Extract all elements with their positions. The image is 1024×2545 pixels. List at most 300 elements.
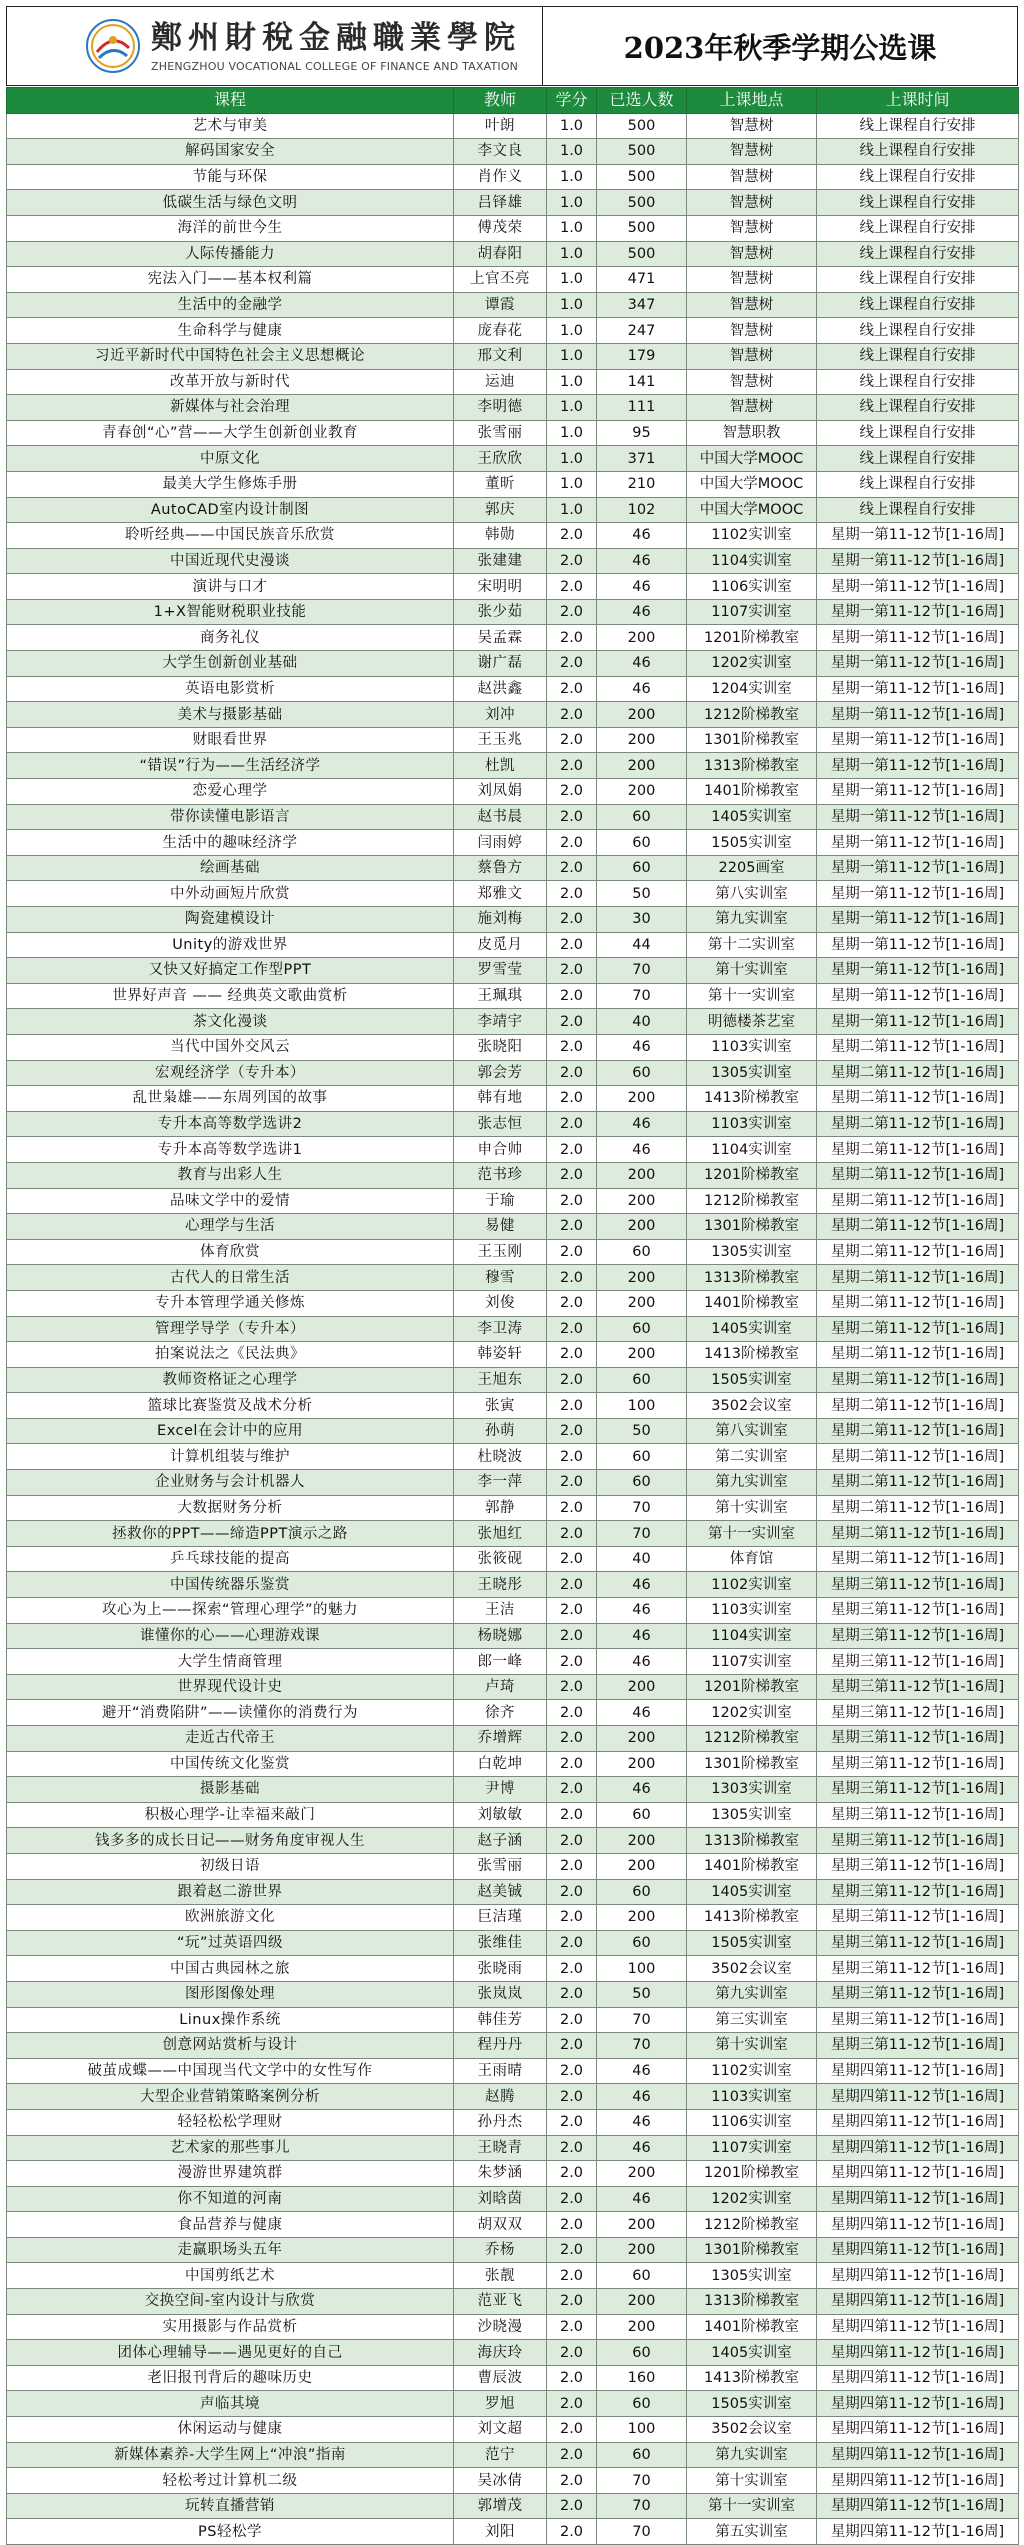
enrolled-count-cell: 60: [597, 1239, 687, 1265]
column-header-enrolled: 已选人数: [597, 88, 687, 114]
enrolled-count-cell: 200: [597, 1188, 687, 1214]
time-cell: 线上课程自行安排: [817, 113, 1019, 139]
course-name-cell: 中国古典园林之旅: [7, 1956, 454, 1982]
teacher-cell: 李靖宇: [454, 1009, 547, 1035]
time-cell: 星期一第11-12节[1-16周]: [817, 804, 1019, 830]
time-cell: 星期四第11-12节[1-16周]: [817, 2519, 1019, 2545]
time-cell: 星期三第11-12节[1-16周]: [817, 1700, 1019, 1726]
table-row: [7, 139, 1019, 165]
time-cell: 线上课程自行安排: [817, 420, 1019, 446]
location-cell: 1212阶梯教室: [687, 702, 817, 728]
location-cell: 1505实训室: [687, 830, 817, 856]
location-cell: 1413阶梯教室: [687, 1342, 817, 1368]
credit-cell: 2.0: [547, 1956, 597, 1982]
time-cell: 线上课程自行安排: [817, 369, 1019, 395]
credit-cell: 2.0: [547, 651, 597, 677]
table-row: [7, 1060, 1019, 1086]
course-name-cell: 大学生情商管理: [7, 1649, 454, 1675]
course-name-cell: 团体心理辅导——遇见更好的自己: [7, 2340, 454, 2366]
teacher-cell: 叶朗: [454, 113, 547, 139]
time-cell: 星期四第11-12节[1-16周]: [817, 2340, 1019, 2366]
course-name-cell: 绘画基础: [7, 855, 454, 881]
table-row: [7, 2365, 1019, 2391]
teacher-cell: 赵美铖: [454, 1879, 547, 1905]
table-row: [7, 1828, 1019, 1854]
enrolled-count-cell: 70: [597, 1521, 687, 1547]
column-header-teacher: 教师: [454, 88, 547, 114]
enrolled-count-cell: 500: [597, 139, 687, 165]
teacher-cell: 张雪丽: [454, 420, 547, 446]
table-row: [7, 1623, 1019, 1649]
table-row: [7, 1367, 1019, 1393]
location-cell: 智慧树: [687, 267, 817, 293]
table-row: [7, 2186, 1019, 2212]
time-cell: 星期四第11-12节[1-16周]: [817, 2314, 1019, 2340]
enrolled-count-cell: 60: [597, 1470, 687, 1496]
table-row: [7, 907, 1019, 933]
course-name-cell: 生命科学与健康: [7, 318, 454, 344]
time-cell: 星期三第11-12节[1-16周]: [817, 1905, 1019, 1931]
location-cell: 1505实训室: [687, 1930, 817, 1956]
column-header-credit: 学分: [547, 88, 597, 114]
credit-cell: 2.0: [547, 1162, 597, 1188]
course-name-cell: 改革开放与新时代: [7, 369, 454, 395]
table-row: [7, 1649, 1019, 1675]
teacher-cell: 杜凯: [454, 753, 547, 779]
teacher-cell: 刘俊: [454, 1290, 547, 1316]
location-cell: 1106实训室: [687, 2109, 817, 2135]
credit-cell: 2.0: [547, 1290, 597, 1316]
enrolled-count-cell: 40: [597, 1009, 687, 1035]
enrolled-count-cell: 471: [597, 267, 687, 293]
location-cell: 智慧树: [687, 241, 817, 267]
time-cell: 星期二第11-12节[1-16周]: [817, 1521, 1019, 1547]
table-row: [7, 523, 1019, 549]
time-cell: 星期四第11-12节[1-16周]: [817, 2468, 1019, 2494]
credit-cell: 2.0: [547, 1009, 597, 1035]
time-cell: 星期二第11-12节[1-16周]: [817, 1060, 1019, 1086]
location-cell: 第八实训室: [687, 1418, 817, 1444]
enrolled-count-cell: 60: [597, 1367, 687, 1393]
course-name-cell: 又快又好搞定工作型PPT: [7, 958, 454, 984]
time-cell: 星期四第11-12节[1-16周]: [817, 2109, 1019, 2135]
time-cell: 星期三第11-12节[1-16周]: [817, 1572, 1019, 1598]
time-cell: 星期一第11-12节[1-16周]: [817, 779, 1019, 805]
table-row: [7, 1751, 1019, 1777]
enrolled-count-cell: 46: [597, 2186, 687, 2212]
credit-cell: 2.0: [547, 779, 597, 805]
teacher-cell: 郭会芳: [454, 1060, 547, 1086]
course-name-cell: 玩转直播营销: [7, 2493, 454, 2519]
teacher-cell: 张筱砚: [454, 1546, 547, 1572]
teacher-cell: 胡双双: [454, 2212, 547, 2238]
table-row: [7, 1905, 1019, 1931]
location-cell: 1305实训室: [687, 1239, 817, 1265]
location-cell: 智慧树: [687, 343, 817, 369]
enrolled-count-cell: 200: [597, 2314, 687, 2340]
school-logo-cell: [7, 7, 543, 85]
table-row: [7, 1418, 1019, 1444]
course-name-cell: 新媒体与社会治理: [7, 395, 454, 421]
credit-cell: 2.0: [547, 881, 597, 907]
enrolled-count-cell: 46: [597, 1034, 687, 1060]
time-cell: 线上课程自行安排: [817, 318, 1019, 344]
teacher-cell: 孙丹杰: [454, 2109, 547, 2135]
credit-cell: 2.0: [547, 2135, 597, 2161]
school-name-cn: 鄭州財稅金融職業學院: [151, 19, 521, 56]
location-cell: 1413阶梯教室: [687, 2365, 817, 2391]
table-row: [7, 1162, 1019, 1188]
credit-cell: 2.0: [547, 907, 597, 933]
course-name-cell: Unity的游戏世界: [7, 932, 454, 958]
credit-cell: 2.0: [547, 1316, 597, 1342]
teacher-cell: 王晓青: [454, 2135, 547, 2161]
location-cell: 1201阶梯教室: [687, 2161, 817, 2187]
table-row: [7, 1879, 1019, 1905]
course-name-cell: 钱多多的成长日记——财务角度审视人生: [7, 1828, 454, 1854]
table-row: [7, 881, 1019, 907]
table-row: [7, 1239, 1019, 1265]
enrolled-count-cell: 60: [597, 804, 687, 830]
location-cell: 第十实训室: [687, 2468, 817, 2494]
time-cell: 星期四第11-12节[1-16周]: [817, 2058, 1019, 2084]
location-cell: 1313阶梯教室: [687, 2289, 817, 2315]
table-row: [7, 1726, 1019, 1752]
enrolled-count-cell: 100: [597, 2417, 687, 2443]
time-cell: 星期二第11-12节[1-16周]: [817, 1137, 1019, 1163]
course-name-cell: 茶文化漫谈: [7, 1009, 454, 1035]
enrolled-count-cell: 60: [597, 855, 687, 881]
time-cell: 星期三第11-12节[1-16周]: [817, 1623, 1019, 1649]
credit-cell: 2.0: [547, 1111, 597, 1137]
table-row: [7, 446, 1019, 472]
credit-cell: 2.0: [547, 804, 597, 830]
teacher-cell: 郑雅文: [454, 881, 547, 907]
location-cell: 智慧树: [687, 369, 817, 395]
location-cell: 智慧树: [687, 164, 817, 190]
time-cell: 星期三第11-12节[1-16周]: [817, 2007, 1019, 2033]
time-cell: 星期一第11-12节[1-16周]: [817, 881, 1019, 907]
table-row: [7, 1470, 1019, 1496]
credit-cell: 2.0: [547, 1828, 597, 1854]
table-row: [7, 1853, 1019, 1879]
teacher-cell: 施刘梅: [454, 907, 547, 933]
course-name-cell: 乱世枭雄——东周列国的故事: [7, 1086, 454, 1112]
enrolled-count-cell: 70: [597, 958, 687, 984]
time-cell: 星期一第11-12节[1-16周]: [817, 753, 1019, 779]
enrolled-count-cell: 30: [597, 907, 687, 933]
credit-cell: 2.0: [547, 2314, 597, 2340]
teacher-cell: 张旭红: [454, 1521, 547, 1547]
course-table-body: [7, 113, 1019, 2544]
time-cell: 星期三第11-12节[1-16周]: [817, 1751, 1019, 1777]
enrolled-count-cell: 200: [597, 727, 687, 753]
credit-cell: 2.0: [547, 2186, 597, 2212]
course-name-cell: 美术与摄影基础: [7, 702, 454, 728]
location-cell: 第十一实训室: [687, 2493, 817, 2519]
table-row: [7, 1290, 1019, 1316]
course-name-cell: 低碳生活与绿色文明: [7, 190, 454, 216]
time-cell: 星期一第11-12节[1-16周]: [817, 727, 1019, 753]
table-row: [7, 983, 1019, 1009]
credit-cell: 2.0: [547, 727, 597, 753]
location-cell: 1313阶梯教室: [687, 1265, 817, 1291]
teacher-cell: 张岚岚: [454, 1981, 547, 2007]
credit-cell: 2.0: [547, 1137, 597, 1163]
location-cell: 1301阶梯教室: [687, 727, 817, 753]
credit-cell: 2.0: [547, 1572, 597, 1598]
credit-cell: 2.0: [547, 1930, 597, 1956]
time-cell: 星期四第11-12节[1-16周]: [817, 2365, 1019, 2391]
time-cell: 星期一第11-12节[1-16周]: [817, 625, 1019, 651]
enrolled-count-cell: 347: [597, 292, 687, 318]
location-cell: 智慧树: [687, 318, 817, 344]
enrolled-count-cell: 60: [597, 2442, 687, 2468]
location-cell: 体育馆: [687, 1546, 817, 1572]
location-cell: 1301阶梯教室: [687, 1751, 817, 1777]
school-name-block: [151, 20, 521, 73]
teacher-cell: 吴冰倩: [454, 2468, 547, 2494]
location-cell: 1305实训室: [687, 1060, 817, 1086]
location-cell: 第九实训室: [687, 2442, 817, 2468]
location-cell: 1107实训室: [687, 2135, 817, 2161]
enrolled-count-cell: 200: [597, 753, 687, 779]
table-row: [7, 420, 1019, 446]
enrolled-count-cell: 70: [597, 2033, 687, 2059]
enrolled-count-cell: 46: [597, 1598, 687, 1624]
teacher-cell: 赵子涵: [454, 1828, 547, 1854]
course-name-cell: 专升本高等数学选讲2: [7, 1111, 454, 1137]
location-cell: 1401阶梯教室: [687, 779, 817, 805]
table-row: [7, 2391, 1019, 2417]
credit-cell: 1.0: [547, 446, 597, 472]
teacher-cell: 程丹丹: [454, 2033, 547, 2059]
credit-cell: 2.0: [547, 2084, 597, 2110]
location-cell: 第九实训室: [687, 1470, 817, 1496]
enrolled-count-cell: 179: [597, 343, 687, 369]
table-row: [7, 343, 1019, 369]
location-cell: 1102实训室: [687, 523, 817, 549]
course-name-cell: 艺术与审美: [7, 113, 454, 139]
location-cell: 智慧树: [687, 139, 817, 165]
credit-cell: 1.0: [547, 241, 597, 267]
enrolled-count-cell: 50: [597, 881, 687, 907]
teacher-cell: 刘阳: [454, 2519, 547, 2545]
location-cell: 第八实训室: [687, 881, 817, 907]
credit-cell: 2.0: [547, 2237, 597, 2263]
teacher-cell: 赵腾: [454, 2084, 547, 2110]
enrolled-count-cell: 46: [597, 1623, 687, 1649]
course-name-cell: 恋爱心理学: [7, 779, 454, 805]
table-row: [7, 1316, 1019, 1342]
teacher-cell: 郎一峰: [454, 1649, 547, 1675]
enrolled-count-cell: 111: [597, 395, 687, 421]
table-row: [7, 2007, 1019, 2033]
credit-cell: 2.0: [547, 2519, 597, 2545]
table-row: [7, 1981, 1019, 2007]
course-name-cell: 新媒体素养-大学生网上“冲浪”指南: [7, 2442, 454, 2468]
time-cell: 星期一第11-12节[1-16周]: [817, 676, 1019, 702]
teacher-cell: 张少茹: [454, 599, 547, 625]
table-header-row: [7, 88, 1019, 114]
time-cell: 线上课程自行安排: [817, 395, 1019, 421]
teacher-cell: 孙萌: [454, 1418, 547, 1444]
location-cell: 第十二实训室: [687, 932, 817, 958]
time-cell: 星期二第11-12节[1-16周]: [817, 1111, 1019, 1137]
time-cell: 星期二第11-12节[1-16周]: [817, 1162, 1019, 1188]
credit-cell: 1.0: [547, 215, 597, 241]
teacher-cell: 王洁: [454, 1598, 547, 1624]
enrolled-count-cell: 160: [597, 2365, 687, 2391]
enrolled-count-cell: 60: [597, 1802, 687, 1828]
table-row: [7, 1802, 1019, 1828]
credit-cell: 1.0: [547, 164, 597, 190]
table-row: [7, 1034, 1019, 1060]
teacher-cell: 范宁: [454, 2442, 547, 2468]
credit-cell: 2.0: [547, 2212, 597, 2238]
school-emblem-icon: [85, 18, 141, 74]
teacher-cell: 赵洪鑫: [454, 676, 547, 702]
course-name-cell: 中国传统文化鉴赏: [7, 1751, 454, 1777]
table-row: [7, 727, 1019, 753]
teacher-cell: 易健: [454, 1214, 547, 1240]
table-row: [7, 625, 1019, 651]
table-row: [7, 651, 1019, 677]
table-row: [7, 804, 1019, 830]
time-cell: 星期二第11-12节[1-16周]: [817, 1546, 1019, 1572]
location-cell: 第十一实训室: [687, 983, 817, 1009]
location-cell: 1202实训室: [687, 1700, 817, 1726]
credit-cell: 2.0: [547, 2442, 597, 2468]
course-name-cell: 休闲运动与健康: [7, 2417, 454, 2443]
credit-cell: 2.0: [547, 2161, 597, 2187]
teacher-cell: 杜晓波: [454, 1444, 547, 1470]
location-cell: 1212阶梯教室: [687, 2212, 817, 2238]
credit-cell: 2.0: [547, 1342, 597, 1368]
course-name-cell: 初级日语: [7, 1853, 454, 1879]
credit-cell: 2.0: [547, 1649, 597, 1675]
course-name-cell: 聆听经典——中国民族音乐欣赏: [7, 523, 454, 549]
teacher-cell: 徐齐: [454, 1700, 547, 1726]
course-name-cell: 拯救你的PPT——缔造PPT演示之路: [7, 1521, 454, 1547]
enrolled-count-cell: 95: [597, 420, 687, 446]
location-cell: 1106实训室: [687, 574, 817, 600]
credit-cell: 2.0: [547, 753, 597, 779]
table-row: [7, 2314, 1019, 2340]
enrolled-count-cell: 60: [597, 2340, 687, 2366]
teacher-cell: 韩佳芳: [454, 2007, 547, 2033]
time-cell: 星期三第11-12节[1-16周]: [817, 1802, 1019, 1828]
time-cell: 星期二第11-12节[1-16周]: [817, 1444, 1019, 1470]
time-cell: 星期一第11-12节[1-16周]: [817, 523, 1019, 549]
enrolled-count-cell: 371: [597, 446, 687, 472]
credit-cell: 2.0: [547, 599, 597, 625]
credit-cell: 2.0: [547, 932, 597, 958]
teacher-cell: 穆雪: [454, 1265, 547, 1291]
credit-cell: 2.0: [547, 2007, 597, 2033]
location-cell: 智慧树: [687, 395, 817, 421]
enrolled-count-cell: 46: [597, 548, 687, 574]
table-row: [7, 1777, 1019, 1803]
location-cell: 智慧树: [687, 113, 817, 139]
course-name-cell: 陶瓷建模设计: [7, 907, 454, 933]
teacher-cell: 王晓彤: [454, 1572, 547, 1598]
enrolled-count-cell: 500: [597, 215, 687, 241]
credit-cell: 2.0: [547, 1470, 597, 1496]
enrolled-count-cell: 70: [597, 983, 687, 1009]
table-row: [7, 1111, 1019, 1137]
credit-cell: 2.0: [547, 702, 597, 728]
teacher-cell: 张志恒: [454, 1111, 547, 1137]
table-row: [7, 599, 1019, 625]
table-row: [7, 1188, 1019, 1214]
enrolled-count-cell: 500: [597, 113, 687, 139]
credit-cell: 2.0: [547, 1802, 597, 1828]
teacher-cell: 尹博: [454, 1777, 547, 1803]
enrolled-count-cell: 200: [597, 702, 687, 728]
enrolled-count-cell: 500: [597, 164, 687, 190]
teacher-cell: 罗雪莹: [454, 958, 547, 984]
time-cell: 星期一第11-12节[1-16周]: [817, 574, 1019, 600]
course-name-cell: 解码国家安全: [7, 139, 454, 165]
course-name-cell: 生活中的金融学: [7, 292, 454, 318]
enrolled-count-cell: 46: [597, 523, 687, 549]
course-name-cell: 演讲与口才: [7, 574, 454, 600]
credit-cell: 2.0: [547, 574, 597, 600]
enrolled-count-cell: 141: [597, 369, 687, 395]
course-name-cell: 大型企业营销策略案例分析: [7, 2084, 454, 2110]
credit-cell: 1.0: [547, 395, 597, 421]
column-header-course: 课程: [7, 88, 454, 114]
time-cell: 星期三第11-12节[1-16周]: [817, 2033, 1019, 2059]
teacher-cell: 赵书晨: [454, 804, 547, 830]
teacher-cell: 吕铎雄: [454, 190, 547, 216]
enrolled-count-cell: 46: [597, 574, 687, 600]
location-cell: 1201阶梯教室: [687, 625, 817, 651]
location-cell: 1301阶梯教室: [687, 1214, 817, 1240]
table-row: [7, 497, 1019, 523]
course-name-cell: 青春创“心”营——大学生创新创业教育: [7, 420, 454, 446]
time-cell: 星期三第11-12节[1-16周]: [817, 1598, 1019, 1624]
enrolled-count-cell: 200: [597, 779, 687, 805]
credit-cell: 2.0: [547, 1495, 597, 1521]
enrolled-count-cell: 200: [597, 1751, 687, 1777]
location-cell: 第三实训室: [687, 2007, 817, 2033]
location-cell: 1405实训室: [687, 1879, 817, 1905]
enrolled-count-cell: 200: [597, 1828, 687, 1854]
location-cell: 智慧树: [687, 292, 817, 318]
course-name-cell: 中国近现代史漫谈: [7, 548, 454, 574]
course-name-cell: 海洋的前世今生: [7, 215, 454, 241]
time-cell: 星期四第11-12节[1-16周]: [817, 2186, 1019, 2212]
credit-cell: 2.0: [547, 2417, 597, 2443]
course-name-cell: 商务礼仪: [7, 625, 454, 651]
course-name-cell: 创意网站赏析与设计: [7, 2033, 454, 2059]
time-cell: 星期三第11-12节[1-16周]: [817, 1777, 1019, 1803]
teacher-cell: 张寅: [454, 1393, 547, 1419]
teacher-cell: 巨洁瑾: [454, 1905, 547, 1931]
time-cell: 星期一第11-12节[1-16周]: [817, 830, 1019, 856]
time-cell: 星期四第11-12节[1-16周]: [817, 2212, 1019, 2238]
table-row: [7, 2442, 1019, 2468]
table-row: [7, 574, 1019, 600]
table-row: [7, 1137, 1019, 1163]
credit-cell: 1.0: [547, 318, 597, 344]
credit-cell: 2.0: [547, 1521, 597, 1547]
location-cell: 1104实训室: [687, 1137, 817, 1163]
course-name-cell: Excel在会计中的应用: [7, 1418, 454, 1444]
table-row: [7, 1546, 1019, 1572]
